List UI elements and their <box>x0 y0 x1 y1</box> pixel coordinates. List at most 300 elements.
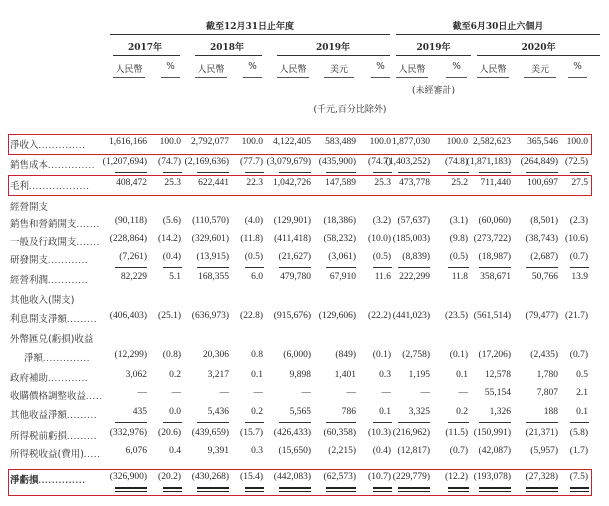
subtotal-underline <box>570 172 589 173</box>
currency-rule <box>324 77 354 78</box>
subtotal-underline <box>326 172 356 173</box>
value-cell: (12,299) <box>114 350 147 360</box>
total-double-underline <box>245 487 264 492</box>
leader-dots: ......... <box>67 432 98 442</box>
leader-dots: ....... <box>76 238 101 248</box>
value-cell: 1,877,030 <box>392 137 430 147</box>
total-double-underline <box>115 487 147 492</box>
subtotal-underline <box>373 422 392 423</box>
currency-rule <box>446 77 467 78</box>
currency-rule <box>477 77 509 78</box>
value-cell: (21,371) <box>525 428 558 438</box>
period-rule-six-months <box>396 34 600 35</box>
value-cell: (3.2) <box>372 216 391 226</box>
value-cell: 5,565 <box>289 407 311 417</box>
value-cell: (42,087) <box>478 446 511 456</box>
currency-rule <box>524 77 556 78</box>
value-cell: (129,606) <box>318 311 356 321</box>
subtotal-underline <box>448 267 469 268</box>
value-cell: (21.7) <box>565 311 588 321</box>
subtotal-underline <box>197 172 229 173</box>
value-cell: (10.7) <box>368 472 391 482</box>
value-cell: 25.3 <box>164 178 181 188</box>
value-cell: 365,546 <box>527 137 558 147</box>
subtotal-underline <box>398 422 430 423</box>
subtotal-underline <box>115 172 147 173</box>
value-cell: 1,195 <box>408 370 430 380</box>
value-cell: — <box>381 388 391 398</box>
value-cell: (2,435) <box>530 350 558 360</box>
row-label-text: 利息開支淨額 <box>10 314 68 325</box>
value-cell: (18,987) <box>478 252 511 262</box>
value-cell: 5.1 <box>169 272 181 282</box>
year-rule-2019 <box>277 55 390 56</box>
leader-dots: ....... <box>76 220 101 230</box>
value-cell: (17,206) <box>478 350 511 360</box>
value-cell: 6.0 <box>251 272 263 282</box>
value-cell: (10.0) <box>368 234 391 244</box>
table-row <box>0 472 609 488</box>
row-label-text: 其他收入(開支) <box>10 295 75 306</box>
row-label <box>10 137 86 151</box>
total-double-underline <box>479 487 511 492</box>
subtotal-underline <box>373 267 392 268</box>
value-cell: (11.5) <box>445 428 468 438</box>
value-cell: (8,501) <box>530 216 558 226</box>
value-cell: (561,514) <box>473 311 511 321</box>
value-cell: 0.3 <box>251 446 263 456</box>
value-cell: (264,849) <box>520 157 558 167</box>
value-cell: (18,386) <box>323 216 356 226</box>
subtotal-underline <box>373 172 392 173</box>
value-cell: (60,060) <box>478 216 511 226</box>
value-cell: (20.6) <box>158 428 181 438</box>
value-cell: (72.5) <box>565 157 588 167</box>
currency-rule <box>371 77 390 78</box>
value-cell: (9.8) <box>449 234 468 244</box>
leader-dots: ......... <box>67 315 98 325</box>
value-cell: (228,864) <box>109 234 147 244</box>
currency-header-2018-pct: % <box>248 62 257 72</box>
value-cell: (74.7) <box>158 157 181 167</box>
value-cell: 1,780 <box>536 370 558 380</box>
value-cell: (329,601) <box>191 234 229 244</box>
value-cell: (1,403,252) <box>385 157 430 167</box>
currency-header-h1-2020-pct: % <box>573 62 582 72</box>
subtotal-underline <box>245 422 264 423</box>
value-cell: (0.5) <box>372 252 391 262</box>
leader-dots: ............ <box>48 256 89 266</box>
table-row <box>0 234 609 250</box>
value-cell: 100.0 <box>159 137 181 147</box>
value-cell: (430,268) <box>191 472 229 482</box>
subtotal-underline <box>163 422 182 423</box>
year-header-2017: 2017年 <box>127 43 163 53</box>
subtotal-underline <box>197 267 229 268</box>
value-cell: (0.4) <box>372 446 391 456</box>
currency-rule <box>396 77 428 78</box>
value-cell: (12.2) <box>445 472 468 482</box>
table-row <box>0 331 609 347</box>
currency-rule <box>243 77 262 78</box>
value-cell: 27.5 <box>571 178 588 188</box>
value-cell: (636,973) <box>191 311 229 321</box>
value-cell: (915,676) <box>273 311 311 321</box>
table-row <box>0 137 609 153</box>
value-cell: (332,976) <box>109 428 147 438</box>
unaudited-note: (未經審計) <box>411 86 456 96</box>
row-label-text: 研發開支 <box>10 255 49 266</box>
value-cell: 67,910 <box>329 272 356 282</box>
value-cell: 408,472 <box>116 178 147 188</box>
value-cell: (14.2) <box>158 234 181 244</box>
value-cell: (25.1) <box>158 311 181 321</box>
row-label-text: 淨收入 <box>10 140 39 151</box>
value-cell: (849) <box>335 350 356 360</box>
subtotal-underline <box>197 422 229 423</box>
value-cell: 3,062 <box>125 370 147 380</box>
table-row <box>0 292 609 308</box>
value-cell: (442,083) <box>273 472 311 482</box>
value-cell: (15.4) <box>240 472 263 482</box>
subtotal-underline <box>526 267 558 268</box>
currency-header-2019-pct: % <box>376 62 385 72</box>
value-cell: — <box>253 388 263 398</box>
value-cell: (5.8) <box>569 428 588 438</box>
value-cell: (0.4) <box>162 252 181 262</box>
value-cell: (2.3) <box>569 216 588 226</box>
row-label-text: 一般及行政開支 <box>10 237 77 248</box>
value-cell: — <box>301 388 311 398</box>
value-cell: 25.2 <box>451 178 468 188</box>
value-cell: (27,328) <box>525 472 558 482</box>
value-cell: 82,229 <box>120 272 147 282</box>
row-label-text: 所得税收益(費用) <box>10 449 84 460</box>
value-cell: (0.7) <box>569 350 588 360</box>
subtotal-underline <box>570 422 589 423</box>
value-cell: 2,582,623 <box>473 137 511 147</box>
subtotal-underline <box>245 172 264 173</box>
value-cell: (2,687) <box>530 252 558 262</box>
value-cell: 0.4 <box>169 446 181 456</box>
value-cell: (7.5) <box>569 472 588 482</box>
table-row <box>0 350 609 366</box>
table-row <box>0 311 609 327</box>
value-cell: 222,299 <box>399 272 430 282</box>
value-cell: 22.3 <box>246 178 263 188</box>
year-header-h1-2019: 2019年 <box>416 43 451 53</box>
value-cell: 435 <box>132 407 147 417</box>
value-cell: 786 <box>341 407 356 417</box>
total-double-underline <box>570 487 589 492</box>
value-cell: (441,023) <box>392 311 430 321</box>
value-cell: 0.1 <box>379 407 391 417</box>
currency-header-h1-2019-rmb: 人民幣 <box>398 65 426 75</box>
leader-dots: .............. <box>38 141 86 151</box>
value-cell: (20.2) <box>158 472 181 482</box>
row-label-text: 所得税前虧損 <box>10 431 68 442</box>
value-cell: (3,061) <box>328 252 356 262</box>
total-double-underline <box>163 487 182 492</box>
subtotal-underline <box>115 422 147 423</box>
table-row <box>0 272 609 288</box>
value-cell: — <box>219 388 229 398</box>
value-cell: (193,078) <box>473 472 511 482</box>
subtotal-underline <box>326 422 356 423</box>
row-label <box>10 472 86 486</box>
value-cell: (0.7) <box>449 446 468 456</box>
row-label-text: 銷售成本 <box>10 160 49 171</box>
value-cell: (60,358) <box>323 428 356 438</box>
currency-rule <box>161 77 180 78</box>
value-cell: 100.0 <box>369 137 391 147</box>
year-rule-h1-2019 <box>396 55 471 56</box>
row-label-text: 銷售和營銷開支 <box>10 219 77 230</box>
subtotal-underline <box>279 172 311 173</box>
value-cell: — <box>458 388 468 398</box>
value-cell: (435,900) <box>318 157 356 167</box>
subtotal-underline <box>163 172 182 173</box>
value-cell: (90,118) <box>114 216 147 226</box>
leader-dots: .............. <box>43 354 91 364</box>
value-cell: 0.3 <box>379 370 391 380</box>
value-cell: (23.5) <box>445 311 468 321</box>
year-rule-h1-2020 <box>477 55 600 56</box>
table-row <box>0 388 609 404</box>
value-cell: 5,436 <box>207 407 229 417</box>
subtotal-underline <box>279 422 311 423</box>
value-cell: 100,697 <box>527 178 558 188</box>
subtotal-underline <box>163 267 182 268</box>
value-cell: 11.6 <box>374 272 391 282</box>
currency-rule <box>113 77 145 78</box>
value-cell: — <box>137 388 147 398</box>
row-label <box>10 331 93 345</box>
value-cell: (15,650) <box>278 446 311 456</box>
row-label-text: 淨額 <box>24 353 44 364</box>
value-cell: (57,637) <box>397 216 430 226</box>
value-cell: (10.3) <box>368 428 391 438</box>
leader-dots: ..... <box>83 450 101 460</box>
value-cell: (150,991) <box>473 428 511 438</box>
table-row <box>0 199 609 215</box>
row-label <box>10 199 48 213</box>
value-cell: 1,616,166 <box>109 137 147 147</box>
table-row <box>0 178 609 194</box>
currency-header-2017-rmb: 人民幣 <box>115 65 143 75</box>
currency-rule <box>277 77 309 78</box>
value-cell: 1,401 <box>334 370 356 380</box>
value-cell: — <box>171 388 181 398</box>
value-cell: (229,779) <box>392 472 430 482</box>
value-cell: (0.5) <box>244 252 263 262</box>
value-cell: (0.1) <box>449 350 468 360</box>
row-label-text: 政府補助 <box>10 373 49 384</box>
value-cell: 0.2 <box>169 370 181 380</box>
value-cell: (2,758) <box>402 350 430 360</box>
value-cell: 0.1 <box>456 370 468 380</box>
period-rule-fiscal-year <box>110 34 390 35</box>
value-cell: (185,003) <box>392 234 430 244</box>
row-label-text: 收購價格調整收益 <box>10 391 87 402</box>
value-cell: 2.1 <box>576 388 588 398</box>
total-double-underline <box>398 487 430 492</box>
row-label <box>10 292 74 306</box>
table-row <box>0 370 609 386</box>
value-cell: (58,232) <box>323 234 356 244</box>
value-cell: (3,079,679) <box>266 157 311 167</box>
value-cell: (439,659) <box>191 428 229 438</box>
subtotal-underline <box>526 172 558 173</box>
row-label-text: 其他收益淨額 <box>10 410 68 421</box>
year-header-h1-2020: 2020年 <box>521 43 556 53</box>
value-cell: (0.8) <box>162 350 181 360</box>
value-cell: 473,778 <box>399 178 430 188</box>
period-header-six-months: 截至6月30日止六個月 <box>452 22 544 32</box>
value-cell: 0.5 <box>576 370 588 380</box>
value-cell: 7,807 <box>536 388 558 398</box>
value-cell: 50,766 <box>531 272 558 282</box>
total-double-underline <box>448 487 469 492</box>
value-cell: (0.5) <box>449 252 468 262</box>
leader-dots: ............ <box>48 374 89 384</box>
value-cell: 9,898 <box>289 370 311 380</box>
currency-header-h1-2020-usd: 美元 <box>530 65 549 75</box>
value-cell: 100.0 <box>446 137 468 147</box>
table-row <box>0 252 609 268</box>
value-cell: (129,901) <box>273 216 311 226</box>
row-label-text: 毛利 <box>10 181 30 192</box>
value-cell: 100.0 <box>566 137 588 147</box>
value-cell: (79,477) <box>525 311 558 321</box>
currency-header-2019-usd: 美元 <box>329 65 348 75</box>
value-cell: 1,326 <box>489 407 511 417</box>
value-cell: (2,215) <box>328 446 356 456</box>
currency-header-h1-2020-rmb: 人民幣 <box>479 65 507 75</box>
subtotal-underline <box>279 267 311 268</box>
currency-rule <box>195 77 227 78</box>
value-cell: (406,403) <box>109 311 147 321</box>
value-cell: (8,839) <box>402 252 430 262</box>
value-cell: 1,042,726 <box>273 178 311 188</box>
currency-header-2019-rmb: 人民幣 <box>279 65 307 75</box>
year-header-2019: 2019年 <box>315 43 351 53</box>
value-cell: 12,578 <box>484 370 511 380</box>
leader-dots: ............ <box>48 276 89 286</box>
year-rule-2018 <box>195 55 262 56</box>
total-double-underline <box>373 487 392 492</box>
value-cell: 25.3 <box>374 178 391 188</box>
year-rule-2017 <box>113 55 180 56</box>
period-header-fiscal-year: 截至12月31日止年度 <box>205 22 295 32</box>
value-cell: (22.8) <box>240 311 263 321</box>
leader-dots: .............. <box>38 476 86 486</box>
value-cell: (0.7) <box>569 252 588 262</box>
value-cell: 13.9 <box>571 272 588 282</box>
table-row <box>0 216 609 232</box>
currency-header-2017-pct: % <box>166 62 175 72</box>
leader-dots: .................. <box>29 182 90 192</box>
value-cell: 11.8 <box>451 272 468 282</box>
value-cell: 0.1 <box>576 407 588 417</box>
total-double-underline <box>326 487 356 492</box>
value-cell: (411,418) <box>274 234 311 244</box>
value-cell: 479,780 <box>280 272 311 282</box>
value-cell: 9,391 <box>207 446 229 456</box>
value-cell: (12,817) <box>397 446 430 456</box>
unit-note: (千元,百分比除外) <box>313 105 387 115</box>
value-cell: (1,871,183) <box>466 157 511 167</box>
subtotal-underline <box>398 267 430 268</box>
value-cell: (11.8) <box>240 234 263 244</box>
row-label-text: 淨虧損 <box>10 475 39 486</box>
subtotal-underline <box>448 422 469 423</box>
value-cell: (13,915) <box>196 252 229 262</box>
subtotal-underline <box>479 422 511 423</box>
value-cell: (273,722) <box>473 234 511 244</box>
value-cell: (216,962) <box>392 428 430 438</box>
table-row <box>0 157 609 173</box>
value-cell: (326,900) <box>109 472 147 482</box>
value-cell: (4.0) <box>244 216 263 226</box>
subtotal-underline <box>479 172 511 173</box>
value-cell: (21,627) <box>278 252 311 262</box>
value-cell: (62,573) <box>323 472 356 482</box>
value-cell: 583,489 <box>325 137 356 147</box>
value-cell: (5,957) <box>530 446 558 456</box>
table-row <box>0 428 609 444</box>
value-cell: (6,000) <box>283 350 311 360</box>
value-cell: (77.7) <box>240 157 263 167</box>
subtotal-underline <box>526 422 558 423</box>
subtotal-underline <box>326 267 356 268</box>
value-cell: — <box>420 388 430 398</box>
value-cell: 711,440 <box>480 178 511 188</box>
value-cell: 20,306 <box>202 350 229 360</box>
subtotal-underline <box>245 267 264 268</box>
value-cell: (3.1) <box>449 216 468 226</box>
value-cell: 0.0 <box>169 407 181 417</box>
subtotal-underline <box>398 172 430 173</box>
value-cell: 100.0 <box>241 137 263 147</box>
value-cell: 6,076 <box>125 446 147 456</box>
value-cell: 3,217 <box>207 370 229 380</box>
total-double-underline <box>279 487 311 492</box>
value-cell: 358,671 <box>480 272 511 282</box>
subtotal-underline <box>115 267 147 268</box>
value-cell: 0.2 <box>251 407 263 417</box>
leader-dots: ......... <box>67 411 98 421</box>
value-cell: 4,122,405 <box>273 137 311 147</box>
row-label-text: 外幣匯兑(虧損)收益 <box>10 334 94 345</box>
total-double-underline <box>526 487 558 492</box>
value-cell: 188 <box>543 407 558 417</box>
value-cell: 147,589 <box>325 178 356 188</box>
value-cell: (74.7) <box>368 157 391 167</box>
table-row <box>0 407 609 423</box>
subtotal-underline <box>448 172 469 173</box>
row-label-text: 經營利潤 <box>10 275 49 286</box>
value-cell: (10.6) <box>565 234 588 244</box>
value-cell: (15.7) <box>240 428 263 438</box>
value-cell: 0.8 <box>251 350 263 360</box>
value-cell: 2,792,077 <box>191 137 229 147</box>
row-label-text: 經營開支 <box>10 202 49 213</box>
value-cell: (1.7) <box>569 446 588 456</box>
table-row <box>0 446 609 462</box>
value-cell: — <box>346 388 356 398</box>
value-cell: 0.1 <box>251 370 263 380</box>
